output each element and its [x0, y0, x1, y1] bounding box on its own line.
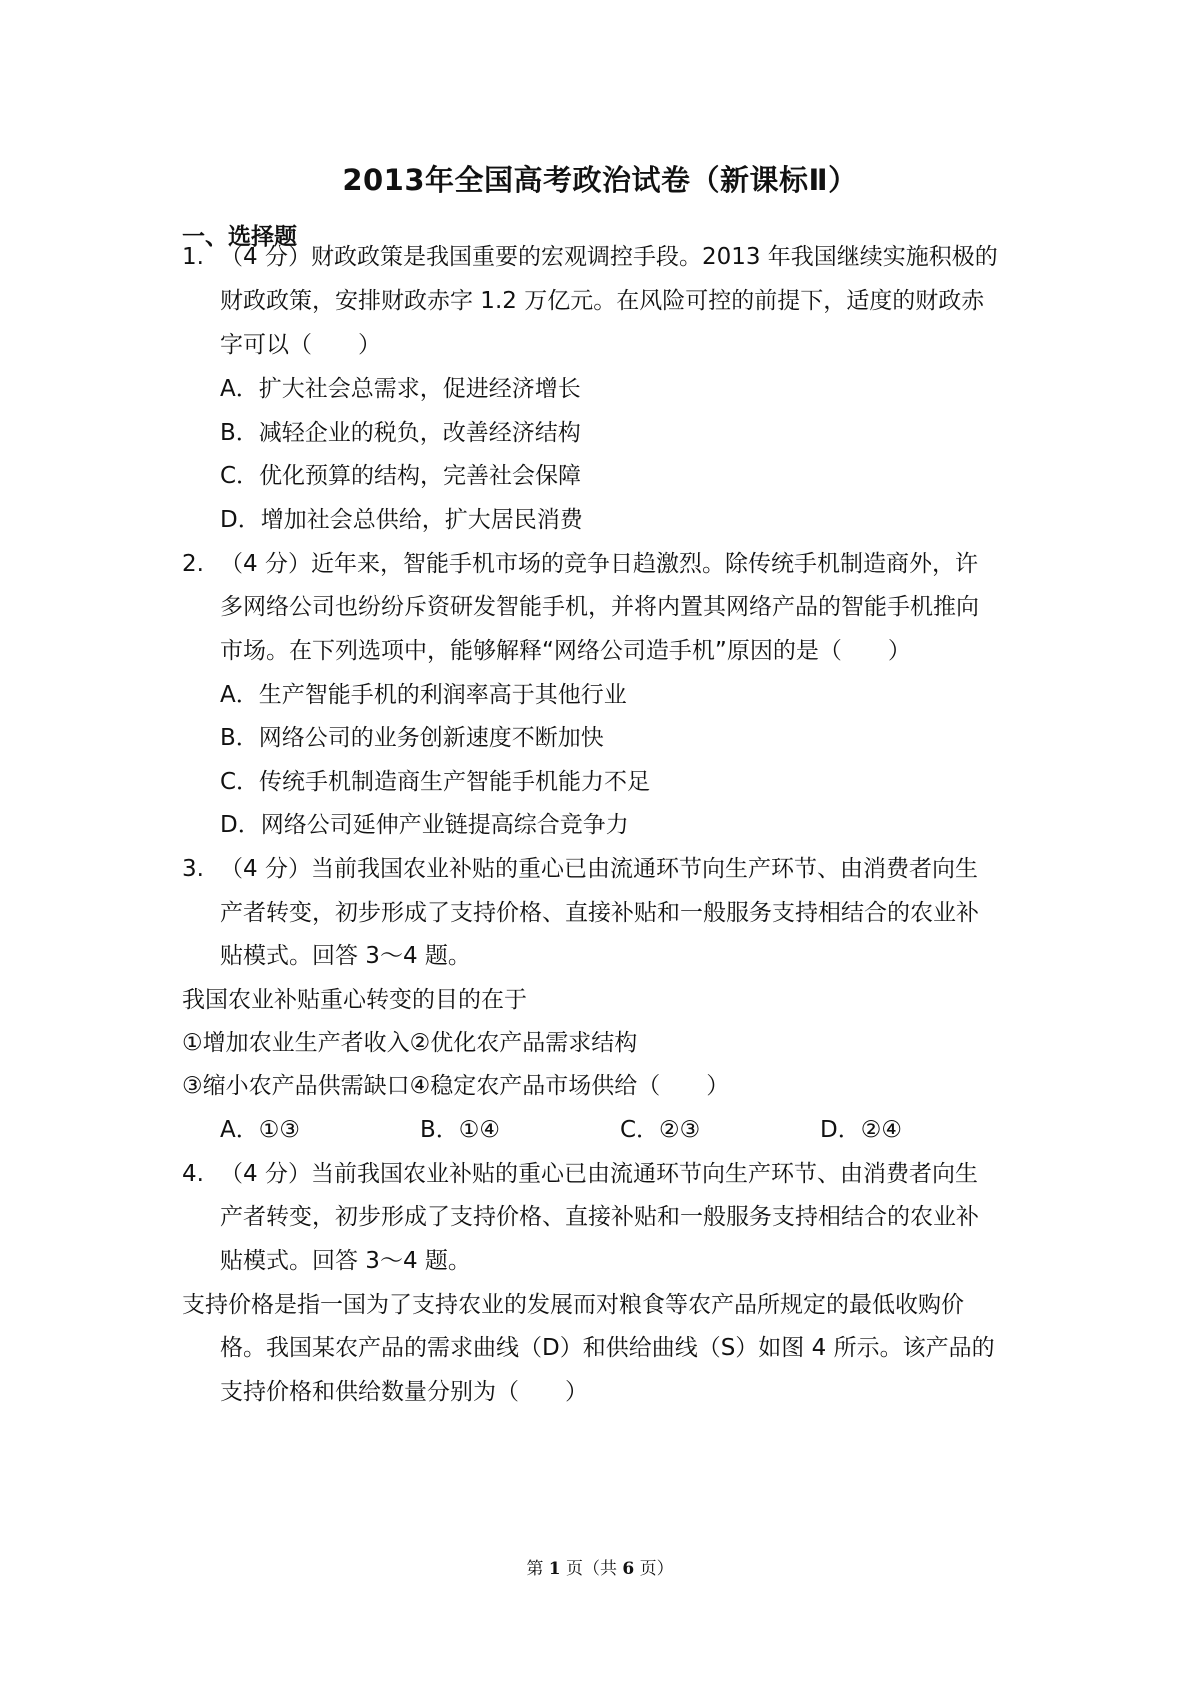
question-3-stem-3: ③缩小农产品供需缺口④稳定农产品市场供给（ ） — [182, 1073, 730, 1099]
q1-option-a: A．扩大社会总需求，促进经济增长 — [220, 376, 581, 402]
q1-option-b: B．减轻企业的税负，改善经济结构 — [220, 420, 581, 446]
question-2-line-3: 市场。在下列选项中，能够解释“网络公司造手机”原因的是（ ） — [220, 638, 911, 664]
question-3-line-1 — [182, 854, 978, 884]
question-4-line-1 — [182, 1159, 978, 1189]
q3-option-a: A．①③ — [220, 1117, 300, 1143]
question-2-line-2: 多网络公司也纷纷斥资研发智能手机，并将内置其网络产品的智能手机推向 — [220, 594, 979, 620]
question-number: 2. — [182, 551, 204, 577]
section-heading: 一、选择题 — [182, 224, 297, 250]
question-number: 3. — [182, 856, 204, 882]
question-1-line-1 — [182, 242, 998, 272]
question-4-stem-2: 格。我国某农产品的需求曲线（D）和供给曲线（S）如图 4 所示。该产品的 — [220, 1335, 995, 1361]
footer-suffix: 页） — [634, 1559, 674, 1579]
question-3-line-3: 贴模式。回答 3～4 题。 — [220, 943, 471, 969]
question-text: （4 分）当前我国农业补贴的重心已由流通环节向生产环节、由消费者向生 — [220, 1161, 978, 1187]
footer-page-number: 1 — [548, 1559, 561, 1579]
q3-option-c: C．②③ — [620, 1117, 701, 1143]
question-text: （4 分）财政政策是我国重要的宏观调控手段。2013 年我国继续实施积极的 — [220, 244, 998, 270]
q3-option-b: B．①④ — [420, 1117, 501, 1143]
question-text: （4 分）近年来，智能手机市场的竞争日趋激烈。除传统手机制造商外，许 — [220, 551, 978, 577]
q1-option-d: D．增加社会总供给，扩大居民消费 — [220, 507, 583, 533]
question-1-line-2: 财政政策，安排财政赤字 1.2 万亿元。在风险可控的前提下，适度的财政赤 — [220, 288, 985, 314]
question-4-line-2: 产者转变，初步形成了支持价格、直接补贴和一般服务支持相结合的农业补 — [220, 1204, 979, 1230]
page-title: 2013年全国高考政治试卷（新课标Ⅱ） — [342, 163, 858, 197]
question-3-line-2: 产者转变，初步形成了支持价格、直接补贴和一般服务支持相结合的农业补 — [220, 900, 979, 926]
q2-option-a: A．生产智能手机的利润率高于其他行业 — [220, 682, 627, 708]
question-4-line-3: 贴模式。回答 3～4 题。 — [220, 1248, 471, 1274]
footer-prefix: 第 — [526, 1559, 549, 1579]
question-number: 1. — [182, 244, 204, 270]
question-text: （4 分）当前我国农业补贴的重心已由流通环节向生产环节、由消费者向生 — [220, 856, 978, 882]
question-4-stem-3: 支持价格和供给数量分别为（ ） — [220, 1379, 588, 1405]
q2-option-b: B．网络公司的业务创新速度不断加快 — [220, 725, 604, 751]
question-1-line-3: 字可以（ ） — [220, 332, 381, 358]
question-2-line-1 — [182, 549, 978, 579]
footer-mid: 页（共 — [560, 1559, 623, 1579]
q2-option-d: D．网络公司延伸产业链提高综合竞争力 — [220, 812, 629, 838]
q3-options-row — [220, 1115, 1020, 1145]
question-3-stem-1: 我国农业补贴重心转变的目的在于 — [182, 987, 527, 1013]
question-4-stem-1: 支持价格是指一国为了支持农业的发展而对粮食等农产品所规定的最低收购价 — [182, 1292, 964, 1318]
question-3-stem-2: ①增加农业生产者收入②优化农产品需求结构 — [182, 1030, 638, 1056]
footer-page-total: 6 — [622, 1559, 635, 1579]
q1-option-c: C．优化预算的结构，完善社会保障 — [220, 463, 582, 489]
question-number: 4. — [182, 1161, 204, 1187]
q2-option-c: C．传统手机制造商生产智能手机能力不足 — [220, 769, 651, 795]
q3-option-d: D．②④ — [820, 1117, 902, 1143]
page-footer — [0, 1554, 1200, 1579]
